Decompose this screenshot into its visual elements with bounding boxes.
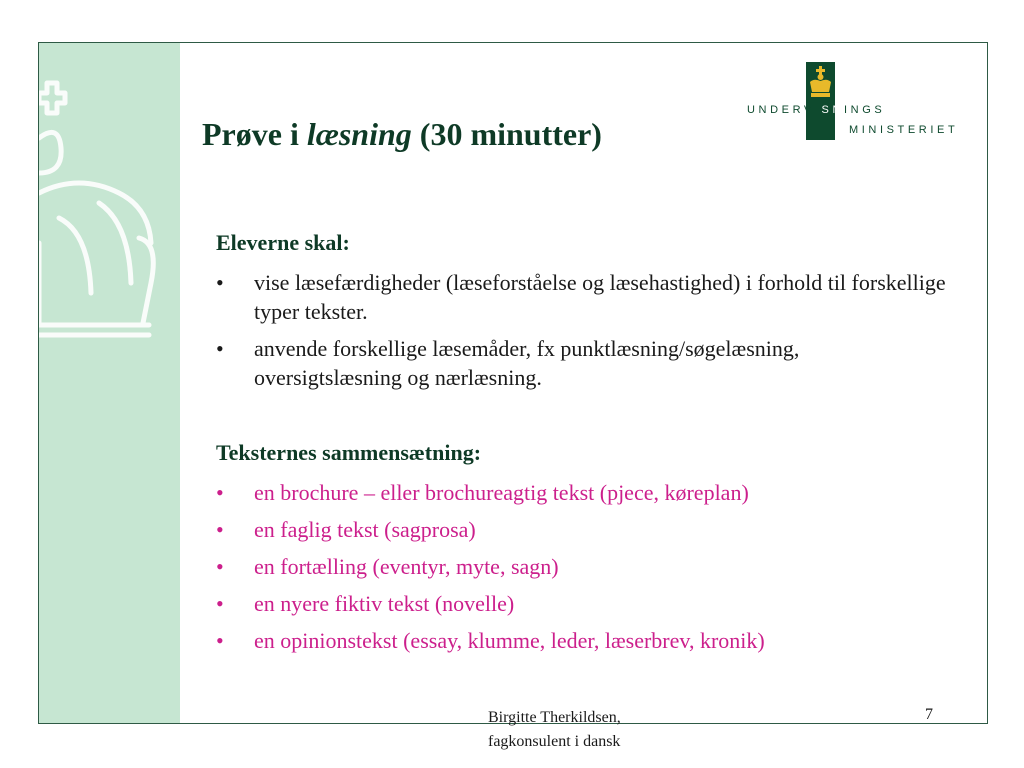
footer-author: [488, 706, 621, 754]
ministry-logo: [747, 62, 987, 142]
bullet-text: en nyere fiktiv tekst (novelle): [254, 591, 515, 616]
crown-icon: [806, 64, 835, 104]
bullet-text: vise læsefærdigheder (læseforståelse og læsehastighed) i forhold til forskellige typer tekster.: [254, 270, 946, 324]
bullet-text: anvende forskellige læsemåder, fx punktlæsning/søgelæsning, oversigtslæsning og nærlæsning.: [254, 336, 800, 390]
crown-watermark-icon: [39, 43, 180, 343]
logo-line1-part-b: SN: [821, 104, 844, 116]
bullet-icon: •: [216, 554, 224, 579]
bullet-icon: •: [216, 480, 224, 505]
title-text-italic: læsning: [306, 116, 412, 152]
section-heading-students: Eleverne skal:: [216, 230, 350, 255]
texts-bullet-list: [216, 478, 946, 663]
footer-author-name: Birgitte Therkildsen,: [488, 709, 621, 726]
bullet-text: en brochure – eller brochureagtig tekst (pjece, køreplan): [254, 480, 749, 505]
footer-author-role: fagkonsulent i dansk: [488, 733, 621, 750]
logo-line-1: [747, 104, 885, 116]
logo-line-2: MINISTERIET: [849, 124, 959, 136]
slide-title: [202, 116, 602, 153]
side-band: [39, 43, 180, 723]
logo-line1-part-a: UNDERVI: [747, 104, 822, 116]
list-item: [216, 589, 946, 618]
section-heading-texts: Teksternes sammensætning:: [216, 440, 482, 465]
list-item: [216, 268, 946, 326]
bullet-text: en faglig tekst (sagprosa): [254, 517, 476, 542]
page-number: 7: [925, 706, 933, 723]
bullet-icon: •: [216, 270, 224, 295]
list-item: [216, 478, 946, 507]
bullet-icon: •: [216, 517, 224, 542]
title-text-after: (30 minutter): [411, 116, 602, 152]
logo-crown-box: [806, 62, 835, 140]
list-item: [216, 552, 946, 581]
logo-line1-part-c: INGS: [844, 104, 886, 116]
bullet-icon: •: [216, 336, 224, 361]
bullet-text: en opinionstekst (essay, klumme, leder, læserbrev, kronik): [254, 628, 765, 653]
bullet-icon: •: [216, 591, 224, 616]
students-bullet-list: [216, 268, 946, 400]
list-item: [216, 515, 946, 544]
list-item: [216, 626, 946, 655]
bullet-text: en fortælling (eventyr, myte, sagn): [254, 554, 559, 579]
list-item: [216, 334, 946, 392]
bullet-icon: •: [216, 628, 224, 653]
title-text-before: Prøve i: [202, 116, 307, 152]
